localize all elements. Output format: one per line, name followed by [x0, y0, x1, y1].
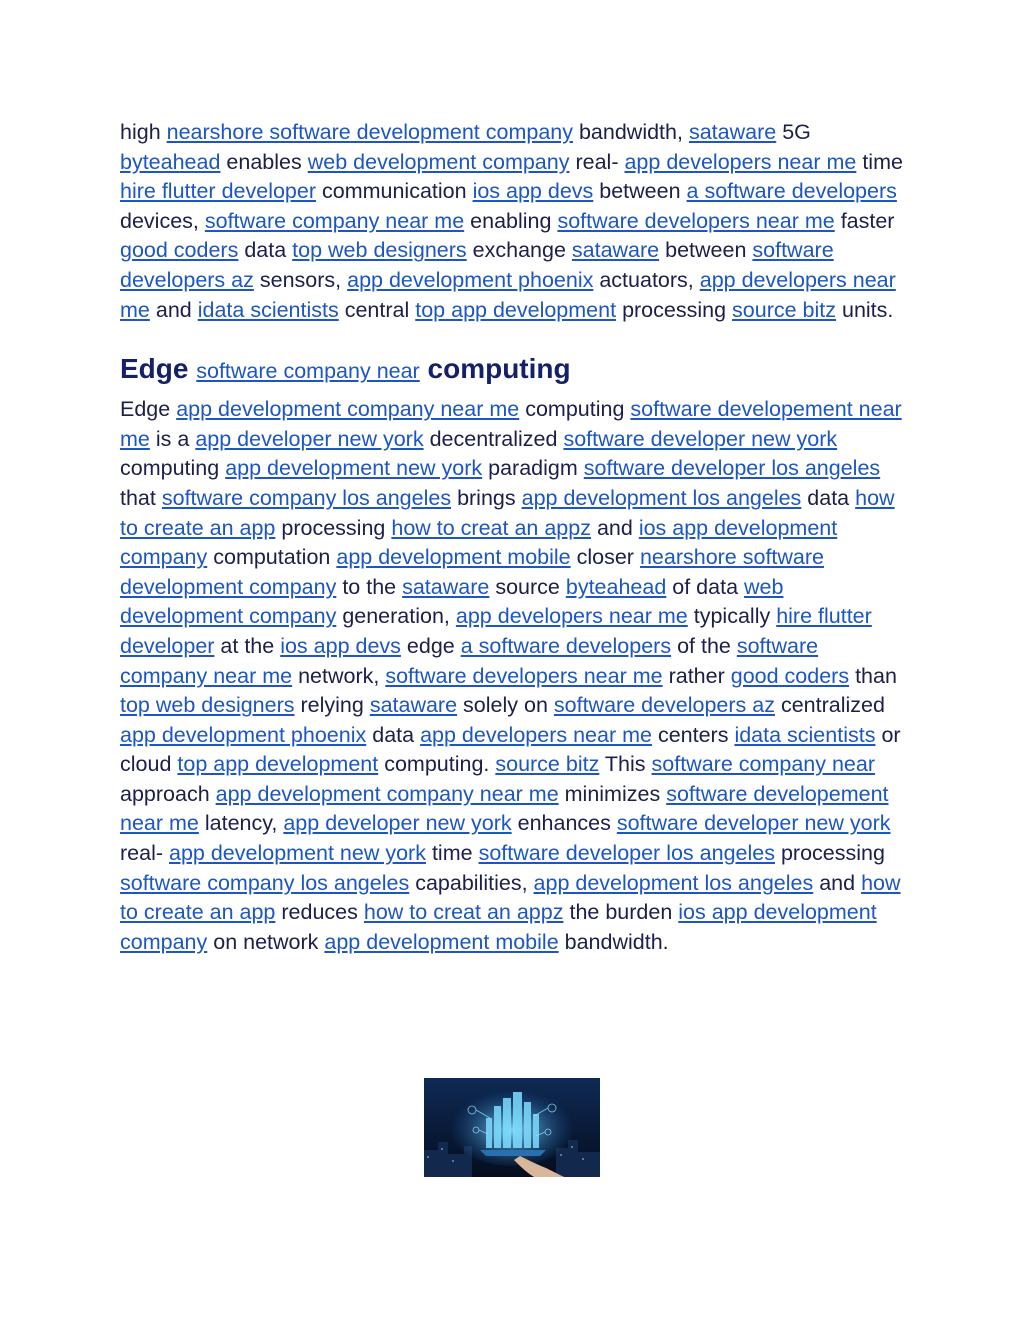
- inline-link[interactable]: top app development: [177, 752, 379, 777]
- inline-link[interactable]: how to creat an appz: [363, 900, 564, 925]
- body-text: bandwidth.: [564, 929, 669, 954]
- inline-link[interactable]: a software developers: [686, 179, 897, 204]
- inline-link[interactable]: software company near me: [204, 208, 465, 233]
- inline-link[interactable]: source bitz: [495, 752, 600, 777]
- inline-link[interactable]: top app development: [415, 297, 617, 322]
- body-text: processing: [622, 297, 727, 322]
- body-text: data: [807, 485, 850, 510]
- body-text: 5G: [782, 120, 811, 144]
- inline-link[interactable]: app developers near me: [420, 722, 652, 747]
- body-text: high: [120, 120, 161, 144]
- inline-link[interactable]: app development mobile: [324, 929, 559, 954]
- body-text: reduces: [281, 900, 358, 925]
- inline-link[interactable]: app developers near me: [624, 149, 857, 174]
- body-text: Edge: [120, 397, 171, 422]
- inline-link[interactable]: app development los angeles: [533, 870, 814, 895]
- inline-link[interactable]: software developement near me: [120, 397, 902, 451]
- body-text: units.: [841, 297, 894, 322]
- inline-link[interactable]: idata scientists: [734, 722, 876, 747]
- heading-word-computing: computing: [427, 353, 571, 385]
- inline-link[interactable]: a software developers: [460, 633, 672, 658]
- body-text: generation,: [342, 604, 450, 629]
- inline-link[interactable]: ios app devs: [472, 179, 594, 204]
- document-page: [120, 118, 906, 957]
- body-text: centers: [657, 722, 729, 747]
- inline-link[interactable]: software developers near me: [557, 208, 835, 233]
- body-text: computing: [525, 397, 625, 422]
- body-text: data: [372, 722, 415, 747]
- body-text: that: [120, 485, 156, 510]
- inline-link[interactable]: how to create an app: [120, 870, 901, 925]
- inline-link[interactable]: top web designers: [292, 238, 467, 263]
- inline-link[interactable]: app development new york: [169, 841, 426, 866]
- inline-link[interactable]: app development new york: [225, 456, 483, 481]
- body-text: closer: [576, 545, 634, 570]
- body-text: is a: [155, 426, 190, 451]
- body-text: computation: [213, 545, 331, 570]
- body-text: than: [855, 663, 897, 688]
- inline-link[interactable]: app developers near me: [120, 267, 896, 322]
- paragraph-edge-computing: [120, 395, 906, 957]
- body-text: brings: [457, 485, 516, 510]
- body-text: data: [244, 238, 287, 263]
- inline-link[interactable]: software company los angeles: [161, 485, 452, 510]
- body-text: capabilities,: [415, 870, 528, 895]
- inline-link[interactable]: how to creat an appz: [391, 515, 591, 540]
- body-text: computing.: [384, 752, 490, 777]
- body-text: at the: [220, 633, 275, 658]
- body-text: of the: [677, 633, 731, 658]
- body-text: This: [604, 752, 646, 777]
- inline-link[interactable]: app developer new york: [283, 811, 512, 836]
- inline-link[interactable]: app developer new york: [195, 426, 424, 451]
- body-text: centralized: [780, 693, 885, 718]
- inline-link[interactable]: top web designers: [120, 693, 295, 718]
- body-text: source: [495, 574, 560, 599]
- body-text: processing: [281, 515, 386, 540]
- body-text: paradigm: [488, 456, 578, 481]
- body-text: rather: [668, 663, 725, 688]
- body-text: central: [344, 297, 410, 322]
- inline-link[interactable]: hire flutter developer: [120, 179, 316, 204]
- body-text: and: [155, 297, 192, 322]
- body-text: faster: [840, 208, 895, 233]
- inline-link[interactable]: sataware: [571, 238, 660, 263]
- body-text: and: [819, 870, 856, 895]
- body-text: or cloud: [120, 722, 901, 777]
- body-text: communication: [321, 179, 467, 204]
- body-text: and: [596, 515, 633, 540]
- hand-holding-tablet-city-icon: [424, 1078, 600, 1177]
- body-text: time: [431, 841, 473, 866]
- body-text: latency,: [204, 811, 278, 836]
- inline-link[interactable]: ios app development company: [120, 515, 838, 570]
- inline-link[interactable]: good coders: [120, 238, 239, 263]
- inline-link[interactable]: sataware: [688, 120, 777, 144]
- inline-link[interactable]: software developers near me: [385, 663, 663, 688]
- body-text: real-: [120, 841, 164, 866]
- inline-link[interactable]: byteahead: [120, 149, 221, 174]
- inline-link[interactable]: web development company: [120, 574, 784, 629]
- body-text: the burden: [569, 900, 673, 925]
- inline-link[interactable]: software developer los angeles: [583, 456, 881, 481]
- body-text: real-: [575, 149, 619, 174]
- paragraph-intro: [120, 118, 906, 325]
- section-heading: [120, 349, 906, 391]
- inline-link[interactable]: web development company: [307, 149, 570, 174]
- body-text: between: [665, 238, 747, 263]
- body-text: time: [862, 149, 903, 174]
- inline-link[interactable]: software developers az: [120, 238, 834, 292]
- body-text: to the: [342, 574, 397, 599]
- body-text: minimizes: [564, 781, 661, 806]
- inline-link[interactable]: idata scientists: [197, 297, 339, 322]
- inline-link[interactable]: nearshore software development company: [166, 120, 573, 144]
- body-text: typically: [693, 604, 771, 629]
- hand-holding-tablet-city-image: [424, 1078, 600, 1177]
- body-text: solely on: [463, 693, 548, 718]
- inline-link[interactable]: app development phoenix: [120, 722, 367, 747]
- body-text: between: [599, 179, 681, 204]
- inline-link[interactable]: sataware: [369, 693, 458, 718]
- body-text: of data: [672, 574, 739, 599]
- body-text: sensors,: [259, 267, 342, 292]
- inline-link[interactable]: app developers near me: [455, 604, 688, 629]
- inline-link[interactable]: software developer los angeles: [478, 841, 775, 866]
- inline-link[interactable]: ios app development company: [120, 900, 877, 954]
- inline-link[interactable]: ios app devs: [280, 633, 401, 658]
- body-text: exchange: [472, 238, 566, 263]
- inline-link[interactable]: nearshore software development company: [120, 545, 824, 599]
- body-text: computing: [120, 456, 220, 481]
- body-text: enabling: [470, 208, 552, 233]
- body-text: decentralized: [429, 426, 558, 451]
- inline-link[interactable]: software developer new york: [616, 811, 891, 836]
- body-text: relying: [300, 693, 364, 718]
- body-text: actuators,: [599, 267, 694, 292]
- inline-link[interactable]: software developement near me: [120, 781, 889, 836]
- inline-link[interactable]: app development los angeles: [521, 485, 802, 510]
- inline-link[interactable]: software developer new york: [563, 426, 838, 451]
- body-text: network,: [298, 663, 380, 688]
- body-text: enables: [226, 149, 302, 174]
- body-text: edge: [406, 633, 455, 658]
- inline-link[interactable]: software company los angeles: [120, 870, 410, 895]
- inline-link[interactable]: hire flutter developer: [120, 604, 872, 658]
- inline-link[interactable]: good coders: [730, 663, 850, 688]
- heading-link[interactable]: software company near: [196, 359, 420, 384]
- inline-link[interactable]: software developers az: [553, 693, 775, 718]
- body-text: on network: [213, 929, 319, 954]
- inline-link[interactable]: how to create an app: [120, 485, 895, 540]
- inline-link[interactable]: software company near me: [120, 633, 819, 688]
- body-text: bandwidth,: [578, 120, 683, 144]
- inline-link[interactable]: software company near: [651, 752, 876, 777]
- heading-word-edge: Edge: [120, 353, 189, 385]
- inline-link[interactable]: sataware: [402, 574, 490, 599]
- body-text: devices,: [120, 208, 199, 233]
- body-text: approach: [120, 781, 210, 806]
- inline-link[interactable]: byteahead: [565, 574, 667, 599]
- body-text: enhances: [517, 811, 611, 836]
- inline-link[interactable]: app development company near me: [176, 397, 520, 422]
- inline-link[interactable]: app development phoenix: [347, 267, 594, 292]
- inline-link[interactable]: app development mobile: [336, 545, 571, 570]
- inline-link[interactable]: app development company near me: [215, 781, 559, 806]
- body-text: processing: [780, 841, 885, 866]
- inline-link[interactable]: source bitz: [732, 297, 836, 322]
